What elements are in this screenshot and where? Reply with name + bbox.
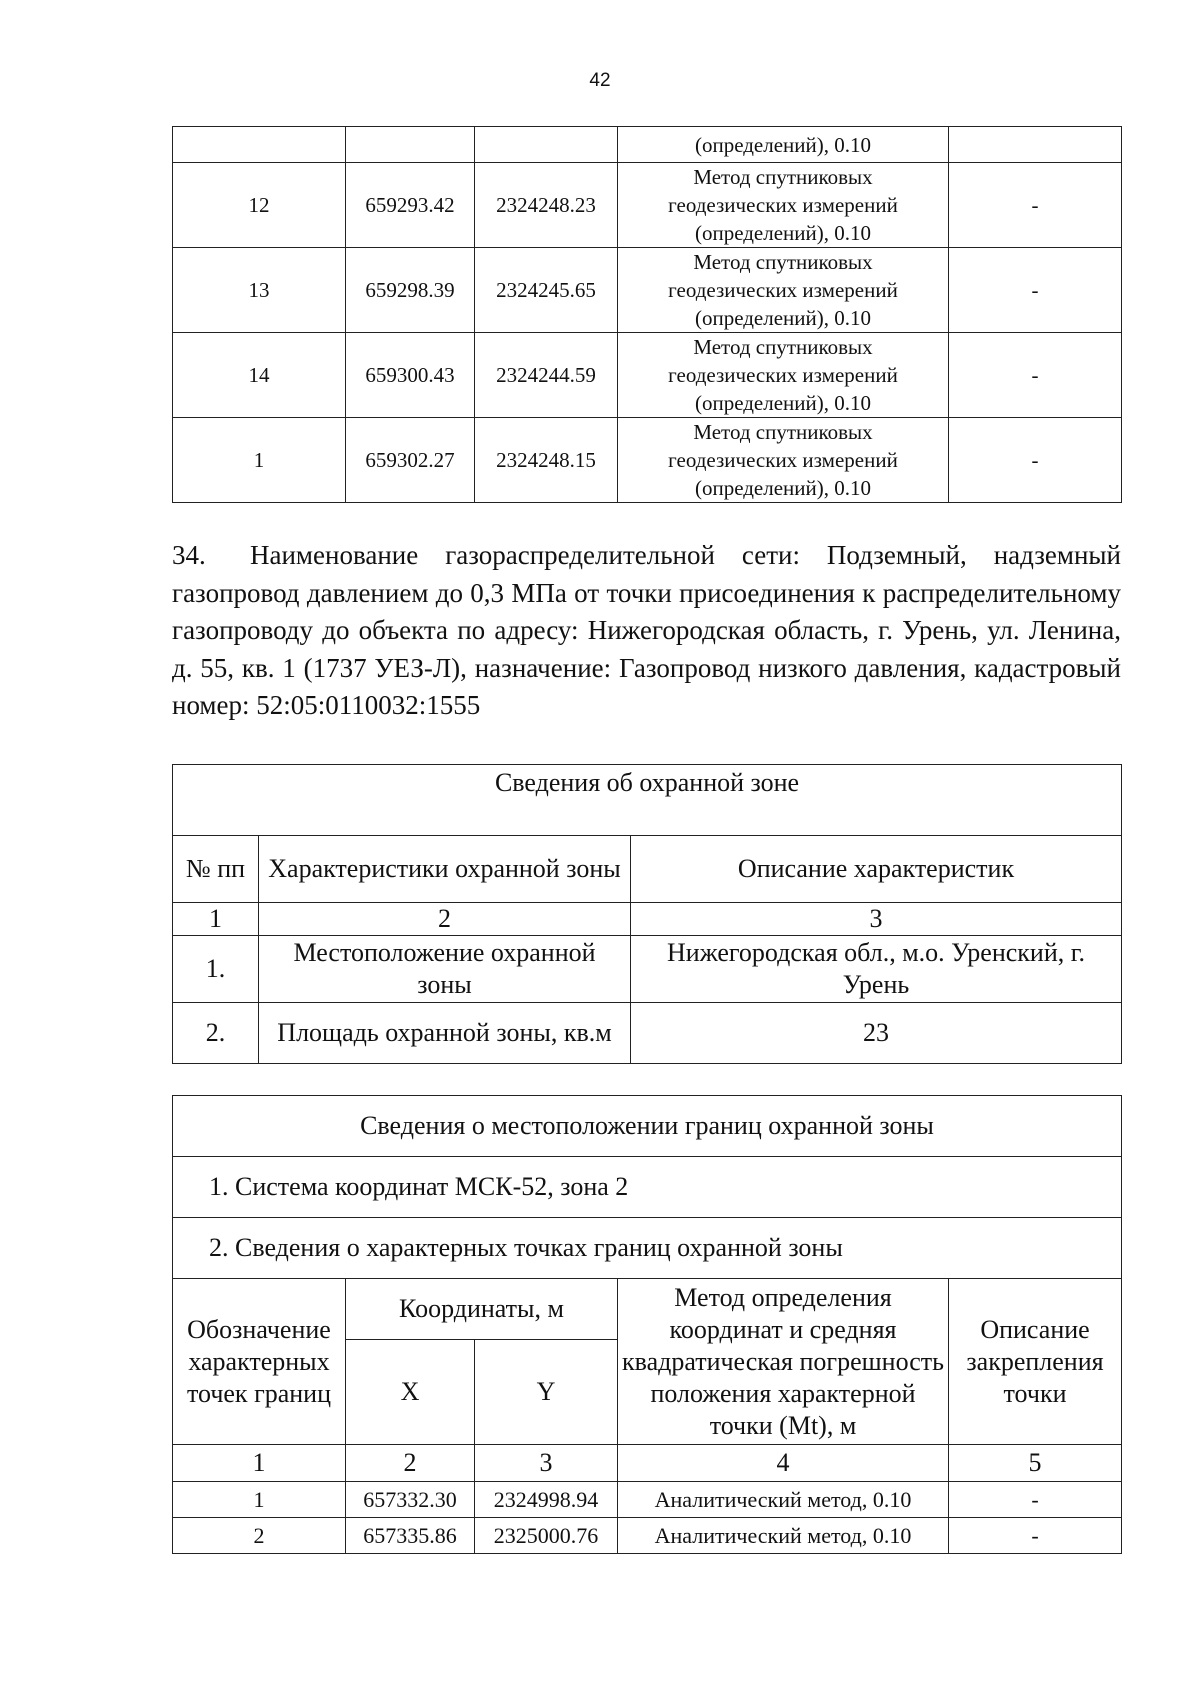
method-cell: (определений), 0.10: [618, 127, 949, 163]
table-row: [173, 1003, 1122, 1064]
coord-y: 2324248.23: [475, 163, 618, 248]
coord-x: 659302.27: [346, 418, 475, 503]
table-row: [173, 418, 1122, 503]
column-header: Координаты, м: [346, 1279, 618, 1340]
method-line: геодезических измерений: [668, 448, 898, 472]
table-title: Сведения об охранной зоне: [173, 765, 1122, 836]
method-cell: Аналитический метод, 0.10: [618, 1482, 949, 1518]
column-number: 1: [173, 1445, 346, 1482]
characteristic-name: Местоположение охранной зоны: [259, 936, 631, 1003]
header-row: [173, 836, 1122, 903]
table-title: Сведения о местоположении границ охранной зоны: [173, 1096, 1122, 1157]
coord-y: 2324245.65: [475, 248, 618, 333]
header-row: [173, 1279, 1122, 1340]
method-cell: [618, 418, 949, 503]
characteristic-name: Площадь охранной зоны, кв.м: [259, 1003, 631, 1064]
point-number: 13: [173, 248, 346, 333]
point-description: -: [949, 1518, 1122, 1554]
method-cell: [618, 333, 949, 418]
column-number: 3: [475, 1445, 618, 1482]
coord-x: 657335.86: [346, 1518, 475, 1554]
column-header: Описание характеристик: [631, 836, 1122, 903]
method-line: (определений), 0.10: [694, 306, 872, 330]
method-line: (определений), 0.10: [694, 391, 872, 415]
column-header-x: X: [346, 1340, 475, 1445]
info-row: [173, 1218, 1122, 1279]
column-number: 1: [173, 903, 259, 936]
coord-y: 2324248.15: [475, 418, 618, 503]
characteristic-value: Нижегородская обл., м.о. Уренский, г. Урень: [631, 936, 1122, 1003]
column-number-row: [173, 903, 1122, 936]
method-line: геодезических измерений: [668, 193, 898, 217]
column-header: Описание закрепления точки: [949, 1279, 1122, 1445]
section-paragraph: [172, 537, 1121, 725]
point-number: 1: [173, 1482, 346, 1518]
coord-y: 2324244.59: [475, 333, 618, 418]
column-number: 5: [949, 1445, 1122, 1482]
protection-zone-table: [172, 764, 1122, 1064]
points-title: 2. Сведения о характерных точках границ охранной зоны: [173, 1218, 1122, 1279]
coordinate-system: 1. Система координат МСК-52, зона 2: [173, 1157, 1122, 1218]
column-number: 2: [259, 903, 631, 936]
table-row: [173, 248, 1122, 333]
method-cell: [618, 163, 949, 248]
column-header: Обозначение характерных точек границ: [173, 1279, 346, 1445]
table-title-row: [173, 1096, 1122, 1157]
point-description: -: [949, 333, 1122, 418]
row-number: 2.: [173, 1003, 259, 1064]
method-line: Метод спутниковых: [693, 420, 873, 444]
table-cell: [173, 127, 346, 163]
point-number: 12: [173, 163, 346, 248]
boundary-location-table: [172, 1095, 1122, 1554]
info-row: [173, 1157, 1122, 1218]
table-row: [173, 333, 1122, 418]
coord-x: 657332.30: [346, 1482, 475, 1518]
method-line: геодезических измерений: [668, 278, 898, 302]
table-row: [173, 936, 1122, 1003]
coord-x: 659300.43: [346, 333, 475, 418]
method-line: геодезических измерений: [668, 363, 898, 387]
column-number: 2: [346, 1445, 475, 1482]
table-row: [173, 163, 1122, 248]
point-description: -: [949, 418, 1122, 503]
section-text: Наименование газораспределительной сети: Подземный, надземный газопровод давлением до 0,3 МПа от точки присоединения к распределительному газопроводу до объекта по адресу: Нижегородская область, г. Урень, ул. Ленина, д. 55, кв. 1 (1737 УЕЗ-Л), назначение: Газопровод низкого давления, кадастровый номер: 52:05:0110032:1555: [172, 540, 1121, 720]
method-cell: Аналитический метод, 0.10: [618, 1518, 949, 1554]
method-cell: [618, 248, 949, 333]
column-header: № пп: [173, 836, 259, 903]
table-row: [173, 1482, 1122, 1518]
table-title-row: [173, 765, 1122, 836]
section-number: 34.: [172, 540, 206, 570]
coord-x: 659293.42: [346, 163, 475, 248]
characteristic-value: 23: [631, 1003, 1122, 1064]
page-number: 42: [589, 70, 611, 91]
point-number: 1: [173, 418, 346, 503]
point-number: 14: [173, 333, 346, 418]
table-cell: [949, 127, 1122, 163]
point-number: 2: [173, 1518, 346, 1554]
column-number: 3: [631, 903, 1122, 936]
column-header: Метод определения координат и средняя квадратическая погрешность положения характерной точки (Mt), м: [618, 1279, 949, 1445]
method-line: Метод спутниковых: [693, 165, 873, 189]
column-header: Характеристики охранной зоны: [259, 836, 631, 903]
column-header-y: Y: [475, 1340, 618, 1445]
table-cell: [346, 127, 475, 163]
row-number: 1.: [173, 936, 259, 1003]
table-row: [173, 127, 1122, 163]
coord-x: 659298.39: [346, 248, 475, 333]
method-line: (определений), 0.10: [694, 221, 872, 245]
table-row: [173, 1518, 1122, 1554]
method-line: Метод спутниковых: [693, 250, 873, 274]
column-number: 4: [618, 1445, 949, 1482]
table-cell: [475, 127, 618, 163]
point-description: -: [949, 248, 1122, 333]
column-number-row: [173, 1445, 1122, 1482]
coord-y: 2325000.76: [475, 1518, 618, 1554]
method-line: (определений), 0.10: [694, 476, 872, 500]
coord-y: 2324998.94: [475, 1482, 618, 1518]
method-line: Метод спутниковых: [693, 335, 873, 359]
point-description: -: [949, 1482, 1122, 1518]
coordinates-table-continued: [172, 126, 1122, 503]
point-description: -: [949, 163, 1122, 248]
